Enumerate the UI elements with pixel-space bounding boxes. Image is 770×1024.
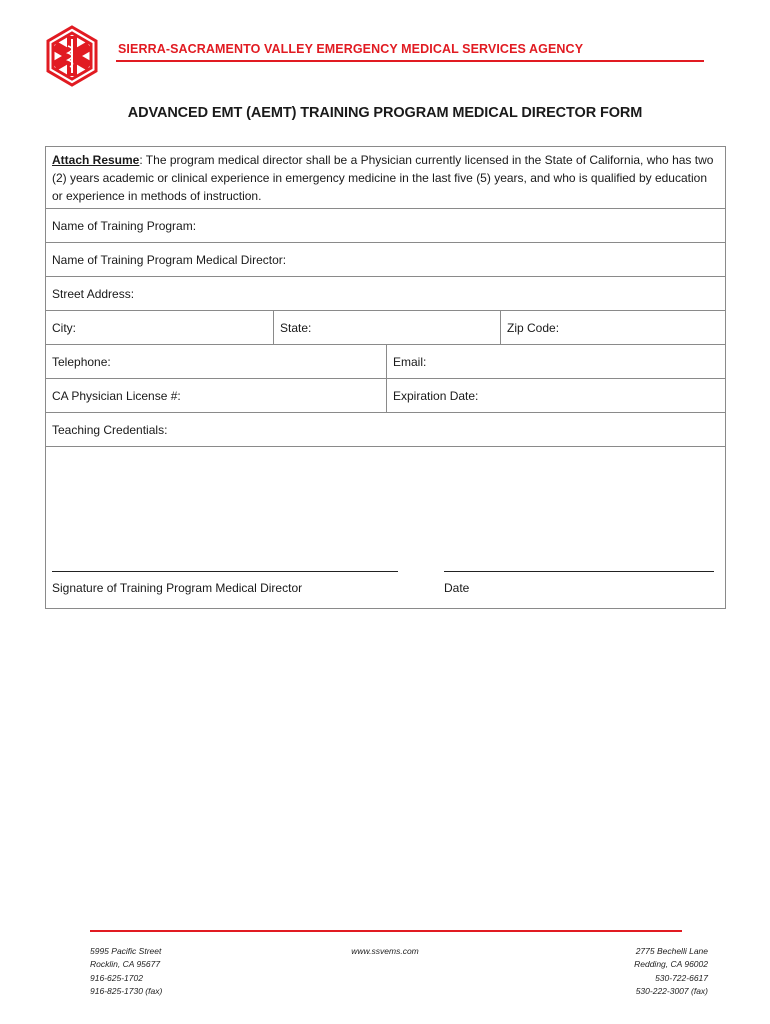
intro-text xyxy=(46,147,725,208)
date-line[interactable] xyxy=(444,571,714,572)
city-field[interactable]: City: xyxy=(52,320,76,335)
form-title: ADVANCED EMT (AEMT) TRAINING PROGRAM MEDICAL DIRECTOR FORM xyxy=(127,105,643,121)
license-field[interactable]: CA Physician License #: xyxy=(52,388,181,403)
telephone-field[interactable]: Telephone: xyxy=(52,354,111,369)
footer-line: 5995 Pacific Street xyxy=(90,946,162,956)
attach-resume-label: Attach Resume xyxy=(52,153,140,167)
footer-line: 530-222-3007 (fax) xyxy=(635,985,708,996)
zip-field[interactable]: Zip Code: xyxy=(500,311,725,344)
phone-email-row xyxy=(46,345,725,379)
credentials-row[interactable] xyxy=(46,413,725,447)
footer-website[interactable]: www.ssvems.com xyxy=(351,946,419,956)
intro-body: : The program medical director shall be a Physician currently licensed in the State of California, who has two (2) years academic or clinical experience in emergency medicine in the last five (5) years, and who is qualified by education or experience in methods of instruction. xyxy=(52,153,714,203)
footer-redding-address xyxy=(634,945,708,998)
director-name-row[interactable] xyxy=(46,243,725,277)
director-form xyxy=(45,146,726,609)
program-name-field[interactable]: Name of Training Program: xyxy=(52,218,197,233)
footer-line: Rocklin, CA 95677 xyxy=(90,959,161,970)
footer-line: 916-625-1702 xyxy=(90,972,143,983)
intro-row xyxy=(46,147,725,209)
director-name-field[interactable]: Name of Training Program Medical Director: xyxy=(52,252,287,267)
header-rule xyxy=(116,60,704,62)
street-address-field[interactable]: Street Address: xyxy=(52,286,135,301)
state-field[interactable]: State: xyxy=(273,311,500,344)
street-row[interactable] xyxy=(46,277,725,311)
footer-line: 916-825-1730 (fax) xyxy=(90,985,163,996)
signature-row xyxy=(46,447,725,608)
footer-line: 2775 Bechelli Lane xyxy=(635,946,708,956)
license-row xyxy=(46,379,725,413)
expiration-field[interactable]: Expiration Date: xyxy=(386,379,725,412)
footer-rule xyxy=(90,930,682,932)
agency-name: SIERRA-SACRAMENTO VALLEY EMERGENCY MEDICAL SERVICES AGENCY xyxy=(118,42,584,56)
email-field[interactable]: Email: xyxy=(386,345,725,378)
footer-line: Redding, CA 96002 xyxy=(634,959,708,970)
teaching-credentials-field[interactable]: Teaching Credentials: xyxy=(52,422,168,437)
date-caption: Date xyxy=(444,581,470,595)
signature-line[interactable] xyxy=(52,571,398,572)
city-state-zip-row xyxy=(46,311,725,345)
star-of-life-icon xyxy=(40,24,104,88)
program-name-row[interactable] xyxy=(46,209,725,243)
footer-line: 530-722-6617 xyxy=(655,972,708,983)
signature-caption: Signature of Training Program Medical Director xyxy=(52,581,303,595)
